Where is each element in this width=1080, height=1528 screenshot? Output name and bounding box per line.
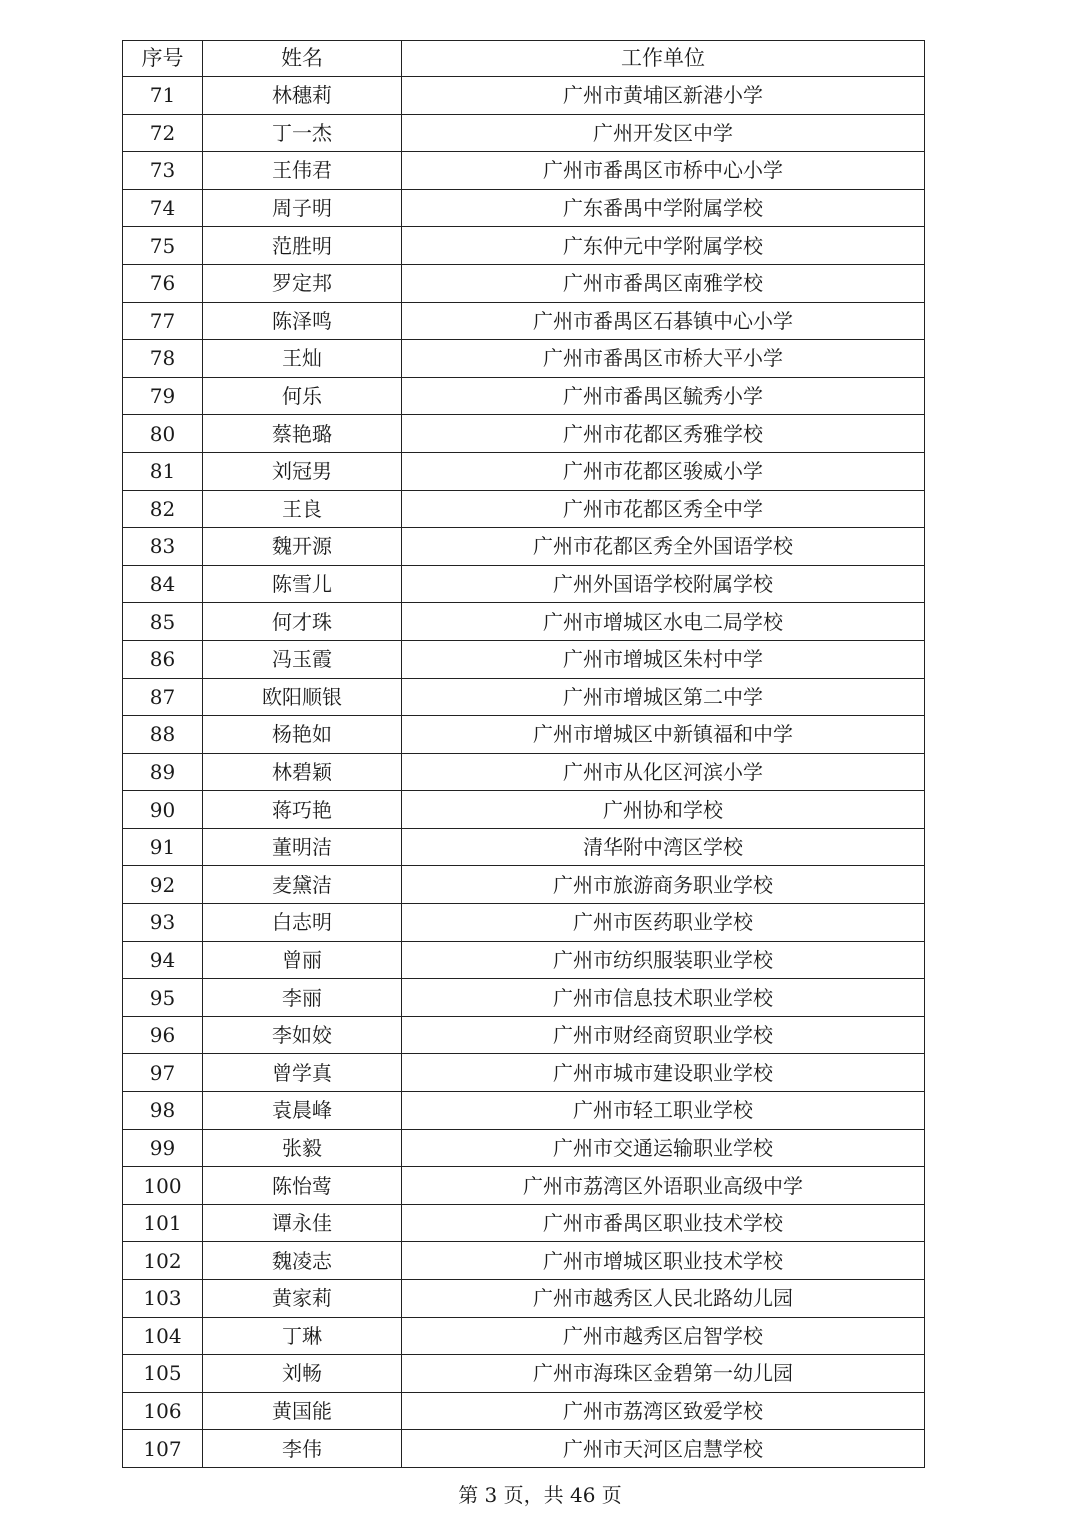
cell-unit: 广州外国语学校附属学校 (402, 565, 925, 603)
cell-unit: 广州市番禺区石碁镇中心小学 (402, 302, 925, 340)
cell-seq: 89 (123, 753, 203, 791)
cell-name: 曾丽 (203, 941, 402, 979)
cell-unit: 广州市荔湾区外语职业高级中学 (402, 1167, 925, 1205)
cell-unit: 广州开发区中学 (402, 114, 925, 152)
table-row (123, 189, 925, 227)
table-row (123, 1054, 925, 1092)
cell-unit: 广州市信息技术职业学校 (402, 979, 925, 1017)
table-row (123, 753, 925, 791)
cell-name: 李如姣 (203, 1016, 402, 1054)
cell-seq: 77 (123, 302, 203, 340)
page-footer: 第 3 页，共 46 页 (458, 1483, 622, 1507)
cell-seq: 84 (123, 565, 203, 603)
cell-name: 罗定邦 (203, 264, 402, 302)
table-row (123, 1280, 925, 1318)
cell-name: 魏开源 (203, 528, 402, 566)
cell-unit: 清华附中湾区学校 (402, 828, 925, 866)
cell-name: 蔡艳璐 (203, 415, 402, 453)
cell-seq: 101 (123, 1204, 203, 1242)
table-row (123, 77, 925, 115)
cell-unit: 广州市城市建设职业学校 (402, 1054, 925, 1092)
cell-name: 陈怡莺 (203, 1167, 402, 1205)
cell-name: 陈雪儿 (203, 565, 402, 603)
cell-seq: 74 (123, 189, 203, 227)
cell-name: 白志明 (203, 904, 402, 942)
cell-name: 王伟君 (203, 152, 402, 190)
cell-unit: 广州市番禺区毓秀小学 (402, 377, 925, 415)
header-unit: 工作单位 (402, 41, 925, 77)
table-row (123, 1092, 925, 1130)
cell-unit: 广州市花都区秀全外国语学校 (402, 528, 925, 566)
cell-seq: 88 (123, 716, 203, 754)
table-row (123, 979, 925, 1017)
cell-unit: 广州市花都区秀雅学校 (402, 415, 925, 453)
table-row (123, 415, 925, 453)
cell-name: 何才珠 (203, 603, 402, 641)
cell-name: 刘冠男 (203, 452, 402, 490)
header-name: 姓名 (203, 41, 402, 77)
cell-seq: 81 (123, 452, 203, 490)
cell-name: 黄家莉 (203, 1280, 402, 1318)
cell-name: 李伟 (203, 1430, 402, 1468)
table-row (123, 340, 925, 378)
cell-seq: 85 (123, 603, 203, 641)
table-row (123, 640, 925, 678)
table-row (123, 1167, 925, 1205)
cell-seq: 73 (123, 152, 203, 190)
cell-seq: 91 (123, 828, 203, 866)
cell-name: 冯玉霞 (203, 640, 402, 678)
cell-name: 谭永佳 (203, 1204, 402, 1242)
cell-unit: 广州市番禺区市桥中心小学 (402, 152, 925, 190)
cell-unit: 广州市番禺区南雅学校 (402, 264, 925, 302)
table-row (123, 1016, 925, 1054)
cell-seq: 71 (123, 77, 203, 115)
cell-name: 黄国能 (203, 1392, 402, 1430)
cell-seq: 98 (123, 1092, 203, 1130)
cell-seq: 86 (123, 640, 203, 678)
cell-name: 董明洁 (203, 828, 402, 866)
table-row (123, 716, 925, 754)
cell-name: 麦黛洁 (203, 866, 402, 904)
cell-unit: 广州市海珠区金碧第一幼儿园 (402, 1355, 925, 1393)
cell-unit: 广州市越秀区启智学校 (402, 1317, 925, 1355)
cell-name: 曾学真 (203, 1054, 402, 1092)
cell-seq: 79 (123, 377, 203, 415)
table-row (123, 1392, 925, 1430)
table-row (123, 603, 925, 641)
cell-name: 蒋巧艳 (203, 791, 402, 829)
personnel-table (122, 40, 925, 1468)
cell-seq: 76 (123, 264, 203, 302)
cell-unit: 广州市从化区河滨小学 (402, 753, 925, 791)
cell-unit: 广州市旅游商务职业学校 (402, 866, 925, 904)
table-row (123, 678, 925, 716)
cell-unit: 广州市黄埔区新港小学 (402, 77, 925, 115)
cell-seq: 104 (123, 1317, 203, 1355)
cell-unit: 广州市轻工职业学校 (402, 1092, 925, 1130)
cell-unit: 广州市越秀区人民北路幼儿园 (402, 1280, 925, 1318)
cell-seq: 72 (123, 114, 203, 152)
cell-unit: 广州市交通运输职业学校 (402, 1129, 925, 1167)
cell-name: 刘畅 (203, 1355, 402, 1393)
table-row (123, 377, 925, 415)
cell-seq: 83 (123, 528, 203, 566)
cell-seq: 80 (123, 415, 203, 453)
cell-seq: 99 (123, 1129, 203, 1167)
table-header-row (123, 41, 925, 77)
cell-name: 丁琳 (203, 1317, 402, 1355)
cell-unit: 广州市增城区朱村中学 (402, 640, 925, 678)
cell-seq: 97 (123, 1054, 203, 1092)
cell-name: 袁晨峰 (203, 1092, 402, 1130)
table-row (123, 791, 925, 829)
cell-seq: 82 (123, 490, 203, 528)
cell-unit: 广州市增城区第二中学 (402, 678, 925, 716)
cell-unit: 广州市增城区中新镇福和中学 (402, 716, 925, 754)
cell-unit: 广州市天河区启慧学校 (402, 1430, 925, 1468)
cell-unit: 广州协和学校 (402, 791, 925, 829)
table-row (123, 1242, 925, 1280)
table-row (123, 227, 925, 265)
cell-name: 陈泽鸣 (203, 302, 402, 340)
cell-seq: 100 (123, 1167, 203, 1205)
table-row (123, 490, 925, 528)
cell-name: 何乐 (203, 377, 402, 415)
table-row (123, 904, 925, 942)
cell-unit: 广州市财经商贸职业学校 (402, 1016, 925, 1054)
cell-seq: 103 (123, 1280, 203, 1318)
cell-seq: 107 (123, 1430, 203, 1468)
cell-seq: 106 (123, 1392, 203, 1430)
cell-unit: 广州市花都区秀全中学 (402, 490, 925, 528)
cell-seq: 93 (123, 904, 203, 942)
cell-name: 魏凌志 (203, 1242, 402, 1280)
cell-unit: 广州市医药职业学校 (402, 904, 925, 942)
cell-unit: 广州市荔湾区致爱学校 (402, 1392, 925, 1430)
cell-seq: 90 (123, 791, 203, 829)
cell-seq: 94 (123, 941, 203, 979)
table-row (123, 1129, 925, 1167)
table-row (123, 152, 925, 190)
cell-seq: 75 (123, 227, 203, 265)
cell-seq: 87 (123, 678, 203, 716)
cell-name: 林穗莉 (203, 77, 402, 115)
cell-unit: 广州市增城区水电二局学校 (402, 603, 925, 641)
cell-unit: 广州市增城区职业技术学校 (402, 1242, 925, 1280)
table-row (123, 1430, 925, 1468)
table-row (123, 452, 925, 490)
cell-name: 周子明 (203, 189, 402, 227)
cell-name: 李丽 (203, 979, 402, 1017)
header-seq: 序号 (123, 41, 203, 77)
cell-name: 范胜明 (203, 227, 402, 265)
cell-name: 张毅 (203, 1129, 402, 1167)
table-row (123, 114, 925, 152)
table-row (123, 1204, 925, 1242)
table-row (123, 528, 925, 566)
cell-name: 王灿 (203, 340, 402, 378)
cell-seq: 102 (123, 1242, 203, 1280)
table-row (123, 302, 925, 340)
table-row (123, 1317, 925, 1355)
cell-name: 王良 (203, 490, 402, 528)
cell-seq: 105 (123, 1355, 203, 1393)
cell-unit: 广州市花都区骏威小学 (402, 452, 925, 490)
cell-unit: 广州市番禺区职业技术学校 (402, 1204, 925, 1242)
cell-name: 欧阳顺银 (203, 678, 402, 716)
table-row (123, 828, 925, 866)
table-row (123, 1355, 925, 1393)
cell-unit: 广州市纺织服装职业学校 (402, 941, 925, 979)
cell-name: 杨艳如 (203, 716, 402, 754)
table-row (123, 565, 925, 603)
cell-seq: 78 (123, 340, 203, 378)
cell-unit: 广东番禺中学附属学校 (402, 189, 925, 227)
table-body (123, 77, 925, 1468)
cell-name: 林碧颖 (203, 753, 402, 791)
cell-seq: 95 (123, 979, 203, 1017)
cell-unit: 广东仲元中学附属学校 (402, 227, 925, 265)
table-row (123, 941, 925, 979)
table-row (123, 264, 925, 302)
cell-seq: 96 (123, 1016, 203, 1054)
cell-name: 丁一杰 (203, 114, 402, 152)
cell-seq: 92 (123, 866, 203, 904)
table-row (123, 866, 925, 904)
cell-unit: 广州市番禺区市桥大平小学 (402, 340, 925, 378)
